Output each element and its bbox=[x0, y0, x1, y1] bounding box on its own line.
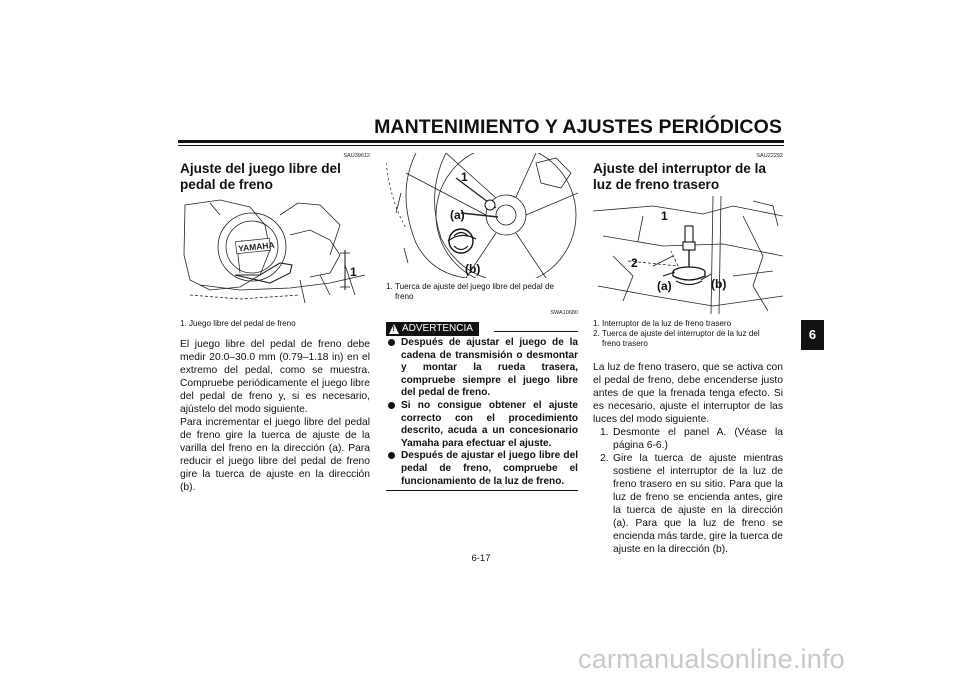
rear-wheel-drawing bbox=[386, 153, 578, 278]
brake-light-switch-illustration bbox=[593, 196, 783, 314]
figure-caption: 1. Interruptor de la luz de freno trasero 2. Tuerca de ajuste del interruptor de la luz del freno trasero bbox=[593, 319, 760, 348]
body-text bbox=[593, 361, 783, 556]
body-text bbox=[180, 338, 370, 494]
paragraph: El juego libre del pedal de freno debe medir 20.0–30.0 mm (0.79–1.18 in) en el extremo del pedal, como se muestra. Compruebe periódicamente el juego libre del pedal de freno y, si es necesario, ajústelo del modo siguiente. bbox=[180, 339, 370, 415]
steps-list bbox=[593, 426, 783, 556]
page-title: MANTENIMIENTO Y AJUSTES PERIÓDICOS bbox=[374, 116, 782, 138]
warning-code: SWA10680 bbox=[550, 310, 578, 316]
brake-pedal-drawing bbox=[180, 195, 370, 305]
figure-caption: 1. Juego libre del pedal de freno bbox=[180, 319, 296, 328]
warning-header bbox=[386, 318, 578, 336]
figure-label-b: (b) bbox=[465, 262, 481, 276]
list-item: Después de ajustar el juego libre del pedal de freno, compruebe el funcionamiento de la luz de freno. bbox=[386, 450, 578, 488]
paragraph: Para incrementar el juego libre del pedal de freno gire la tuerca de ajuste de la varilla del freno en la dirección (a). Para reducir el juego libre del pedal de freno gire la tuerca de ajuste en la dirección (b). bbox=[180, 417, 370, 493]
warning-rule-top bbox=[494, 331, 578, 332]
list-item: 1. Desmonte el panel A. (Véase la página 6-6.) bbox=[600, 427, 783, 451]
warning-badge: ! ADVERTENCIA bbox=[386, 322, 479, 336]
section-title: Ajuste del interruptor de la luz de freno trasero bbox=[593, 161, 766, 192]
brand-logo-text: YAMAHA bbox=[237, 239, 276, 254]
chapter-tab: 6 bbox=[801, 320, 824, 350]
figure-label-a: (a) bbox=[657, 279, 672, 293]
list-item: Después de ajustar el juego de la cadena de transmisión o desmontar y montar la rueda trasera, compruebe siempre el juego libre del pedal de freno. bbox=[386, 337, 578, 400]
section-code: SAU22292 bbox=[756, 153, 783, 159]
figure-label-1: 1 bbox=[350, 265, 357, 279]
figure-label-1: 1 bbox=[461, 170, 468, 184]
page-number: 6-17 bbox=[471, 553, 491, 564]
header-rule bbox=[178, 140, 784, 143]
rear-wheel-adjuster-illustration bbox=[386, 153, 578, 278]
warning-triangle-icon: ! bbox=[389, 324, 399, 334]
warning-rule-bottom bbox=[386, 490, 578, 491]
figure-label-a: (a) bbox=[450, 208, 465, 222]
brake-switch-drawing bbox=[593, 196, 783, 314]
section-code: SAU39612 bbox=[343, 153, 370, 159]
section-title: Ajuste del juego libre del pedal de freno bbox=[180, 161, 341, 192]
figure-caption: 1. Tuerca de ajuste del juego libre del pedal de freno bbox=[386, 282, 554, 301]
paragraph: La luz de freno trasero, que se activa con el pedal de freno, debe encenderse justo antes de que la frenada tenga efecto. Si es necesario, ajuste el interruptor de las luces del modo siguiente. bbox=[593, 362, 783, 425]
bullet-icon bbox=[388, 452, 395, 459]
header-rule-thin bbox=[178, 145, 784, 146]
bullet-icon bbox=[388, 402, 395, 409]
figure-label-1: 1 bbox=[661, 209, 668, 223]
watermark: carmanualsonline.info bbox=[578, 644, 845, 674]
list-item: Si no consigue obtener el ajuste correcto con el procedimiento descrito, acuda a un concesionario Yamaha para efectuar el ajuste. bbox=[386, 400, 578, 450]
brake-pedal-illustration bbox=[180, 195, 370, 305]
bullet-icon bbox=[388, 339, 395, 346]
figure-label-2: 2 bbox=[631, 256, 638, 270]
warning-box bbox=[386, 337, 578, 491]
warning-list bbox=[386, 337, 578, 488]
list-item: 2. Gire la tuerca de ajuste mientras sostiene el interruptor de la luz de freno trasero en su sitio. Para que la luz de freno se encienda antes, gire la tuerca de ajuste en la dirección (a). Para que la luz de freno se encienda más tarde, gire la tuerca de ajuste en la dirección (b). bbox=[600, 453, 783, 555]
figure-label-b: (b) bbox=[711, 277, 727, 291]
